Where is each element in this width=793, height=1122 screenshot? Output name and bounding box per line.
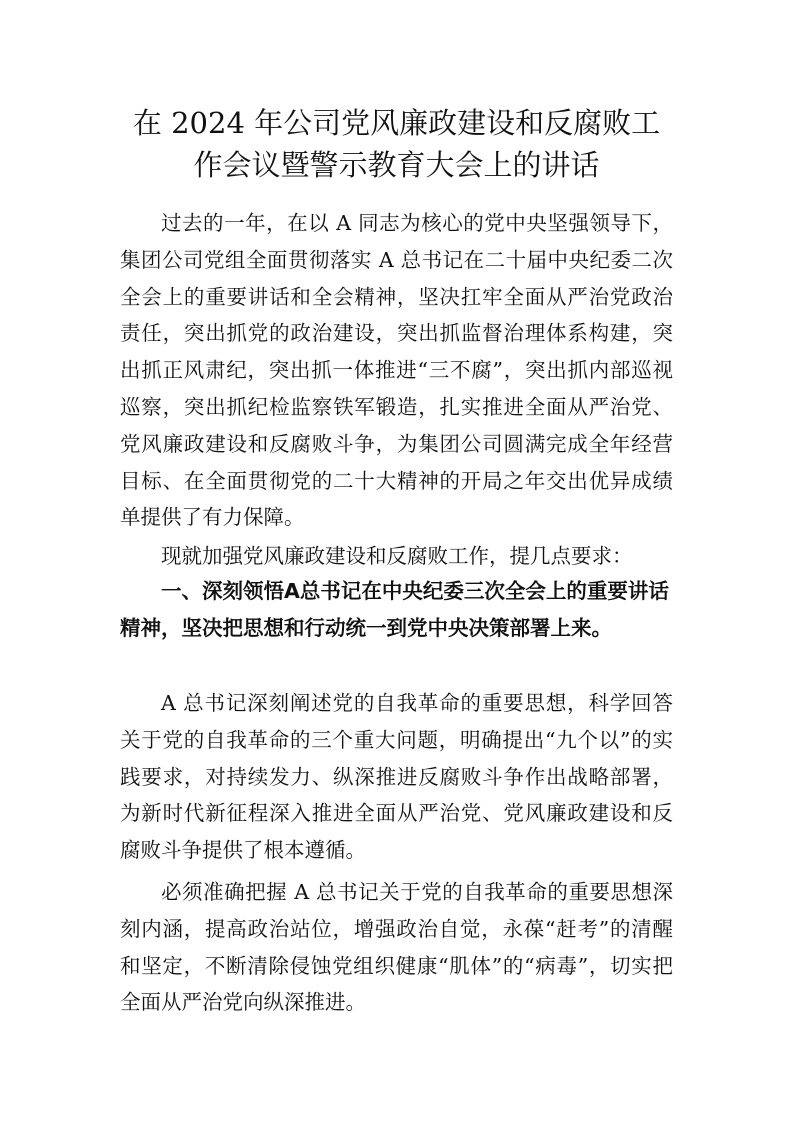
section-1-paragraph-1: A 总书记深刻阐述党的自我革命的重要思想，科学回答关于党的自我革命的三个重大问题，明确提出“九个以”的实践要求，对持续发力、纵深推进反腐败斗争作出战略部署，为新时代新征程深入推进全面从严治党、党风廉政建设和反腐败斗争提供了根本遵循。 [120,691,673,863]
requirements-lead-paragraph: 现就加强党风廉政建设和反腐败工作，提几点要求： [161,544,633,568]
document-title-line-2: 作会议暨警示教育大会上的讲话 [193,148,600,182]
section-1-heading: 一、深刻领悟A总书记在中央纪委三次全会上的重要讲话精神，坚决把思想和行动统一到党中央决策部署上来。 [120,579,669,640]
section-1-paragraph-2: 必须准确把握 A 总书记关于党的自我革命的重要思想深刻内涵，提高政治站位，增强政治自觉，永葆“赶考”的清醒和坚定，不断清除侵蚀党组织健康“肌体”的“病毒”，切实把全面从严治党向纵深推进。 [120,880,673,1015]
intro-paragraph: 过去的一年，在以 A 同志为核心的党中央坚强领导下，集团公司党组全面贯彻落实 A 总书记在二十届中央纪委二次全会上的重要讲话和全会精神，坚决扛牢全面从严治党政治责任，突出抓党的政治建设，突出抓监督治理体系构建，突出抓正风肃纪，突出抓一体推进“三不腐”，突出抓内部巡视巡察，突出抓纪检监察铁军锻造，扎实推进全面从严治党、党风廉政建设和反腐败斗争，为集团公司圆满完成全年经营目标、在全面贯彻党的二十大精神的开局之年交出优异成绩单提供了有力保障。 [120,211,673,530]
document-title-line-1: 在 2024 年公司党风廉政建设和反腐败工 [132,106,661,140]
